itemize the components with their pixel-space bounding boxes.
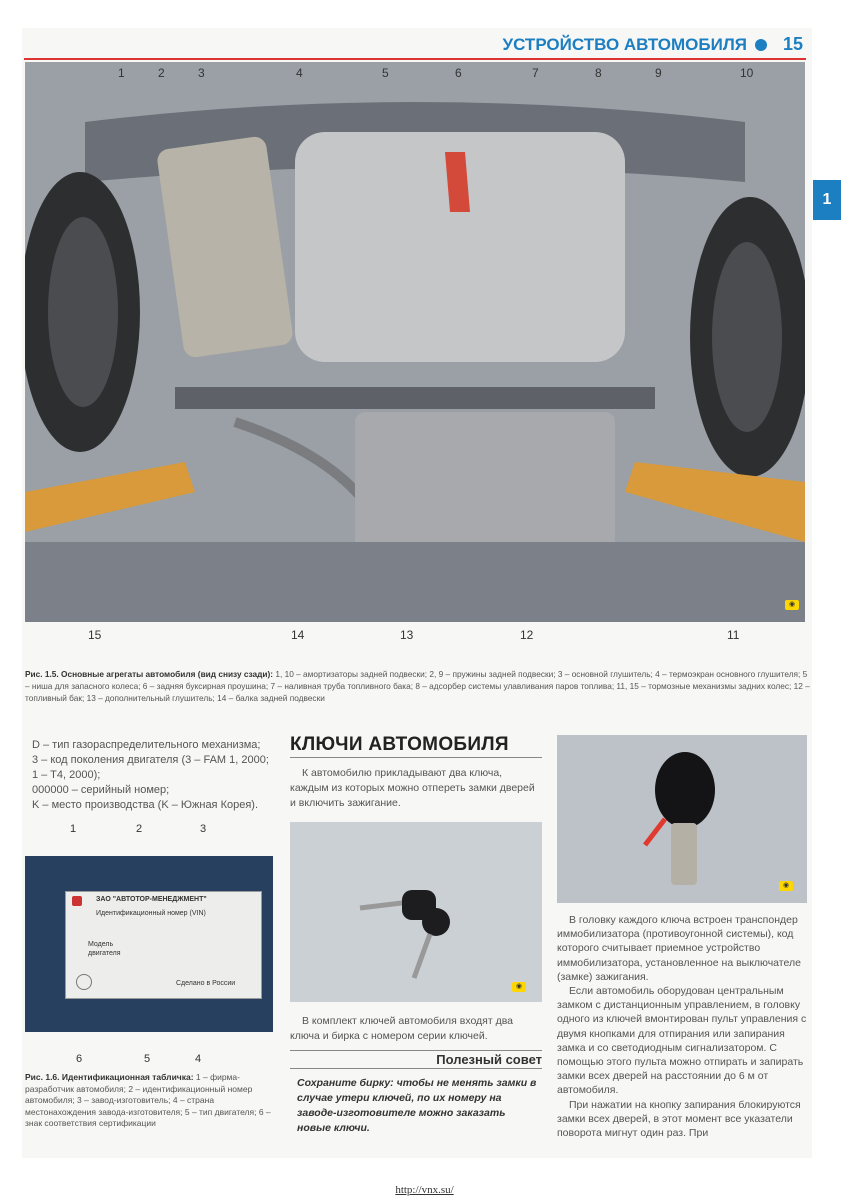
plate-callout-1: 1 <box>70 823 77 835</box>
car-keys-illustration <box>290 822 542 1002</box>
keys-heading: КЛЮЧИ АВТОМОБИЛЯ <box>290 734 509 755</box>
header-rule <box>24 58 806 60</box>
figure-1-5-caption <box>25 668 810 704</box>
callout-11: 11 <box>727 628 740 642</box>
running-header <box>503 34 804 55</box>
footer-link[interactable]: http://vnx.su/ <box>395 1184 454 1196</box>
heading-rule <box>290 757 542 758</box>
bullet-icon <box>755 39 767 51</box>
plate-made-in: Сделано в России <box>176 980 236 987</box>
callout-7: 7 <box>532 66 539 80</box>
engine-code-line: K – место производства (K – Южная Корея). <box>32 799 259 811</box>
certification-mark-icon <box>76 974 92 990</box>
plate-model-label: Модель двигателя <box>88 941 121 957</box>
chapter-tab[interactable]: 1 <box>813 180 841 220</box>
callout-12: 12 <box>520 628 534 642</box>
section-title: УСТРОЙСТВО АВТОМОБИЛЯ <box>502 34 747 54</box>
id-plate-photo <box>25 856 273 1032</box>
figure-1-6-caption <box>25 1072 275 1130</box>
engine-code-line: D – тип газораспределительного механизма; <box>32 739 261 751</box>
callout-14: 14 <box>291 628 305 642</box>
callout-2: 2 <box>158 66 165 80</box>
plate-vin-label: Идентификационный номер (VIN) <box>96 910 206 917</box>
keys-photo <box>290 822 542 1002</box>
key-fob-illustration <box>557 735 807 903</box>
logo-icon <box>72 896 82 906</box>
caption-label: Рис. 1.6. Идентификационная табличка: <box>25 1072 194 1082</box>
key-fob-photo <box>557 735 807 903</box>
plate-callout-2: 2 <box>136 823 143 835</box>
caption-text: 1 – фирма-разработчик автомобиля; 2 – идентификационный номер автомобиля; 3 – завод-изготовитель; 4 – страна местонахождения завода-изготовителя; 5 – тип двигателя; 6 – знак соответствия сертификации <box>25 1072 271 1128</box>
id-plate <box>65 891 262 999</box>
paragraph: В головку каждого ключа встроен транспондер иммобилизатора (противоугонной системы), код которого считывает приемное устройство иммобилизатора, установленное на выключателе (замке) зажигания. <box>557 914 801 983</box>
keys-set-text: В комплект ключей автомобиля входят два ключа и бирка с номером серии ключей. <box>290 1015 514 1042</box>
callout-10: 10 <box>740 66 754 80</box>
callout-6: 6 <box>455 66 462 80</box>
tip-text: Сохраните бирку: чтобы не менять замки в случае утери ключей, по их номеру на заводе-изготовителе можно заказать новые ключи. <box>297 1077 537 1134</box>
caption-label: Рис. 1.5. Основные агрегаты автомобиля (вид снизу сзади): <box>25 669 274 679</box>
paragraph: При нажатии на кнопку запирания блокируются замки всех дверей, в этот момент все указатели поворота мигнут один раз. При <box>557 1098 801 1140</box>
transponder-text <box>557 913 809 1140</box>
callout-8: 8 <box>595 66 602 80</box>
plate-callout-4: 4 <box>195 1053 202 1065</box>
plate-callout-5: 5 <box>144 1053 151 1065</box>
caption-text: 1, 10 – амортизаторы задней подвески; 2, 9 – пружины задней подвески; 3 – основной глушитель; 4 – термоэкран основного глушителя; 5 – ниша для запасного колеса; 6 – задняя буксирная проушина; 7 – наливная труба топливного бака; 8 – адсорбер системы улавливания паров топлива; 11, 15 – тормозные механизмы задних колес; 12 – топливный бак; 13 – дополнительный глушитель; 14 – балка задней подвески <box>25 669 810 703</box>
callout-3: 3 <box>198 66 205 80</box>
camera-icon: ◉ <box>779 881 793 891</box>
paragraph: Если автомобиль оборудован центральным замком с дистанционным управлением, в головку одного из ключей вмонтирован пульт управления с двумя кнопками для отпирания или запирания замка и со светодиодным сигнализатором. С помощью этого пульта можно отпирать и запирать замки всех дверей на расстоянии до 6 м от автомобиля. <box>557 985 807 1097</box>
tip-title: Полезный совет <box>290 1050 542 1069</box>
callout-4: 4 <box>296 66 303 80</box>
callout-9: 9 <box>655 66 662 80</box>
camera-icon: ◉ <box>785 600 799 610</box>
plate-callout-6: 6 <box>76 1053 83 1065</box>
callout-13: 13 <box>400 628 414 642</box>
engine-code-line: 3 – код поколения двигателя (3 – FAM 1, 2000; 1 – T4, 2000); <box>32 754 269 781</box>
engine-code-text <box>32 738 277 813</box>
plate-title: ЗАО "АВТОТОР-МЕНЕДЖМЕНТ" <box>96 896 207 903</box>
underbody-illustration <box>25 62 805 622</box>
keys-intro: К автомобилю прикладывают два ключа, каждым из которых можно отпереть замки дверей и включить зажигание. <box>290 767 535 809</box>
camera-icon: ◉ <box>512 982 526 992</box>
underbody-photo <box>25 62 805 622</box>
callout-15: 15 <box>88 628 102 642</box>
engine-code-line: 000000 – серийный номер; <box>32 784 170 796</box>
callout-5: 5 <box>382 66 389 80</box>
plate-callout-3: 3 <box>200 823 207 835</box>
callout-1: 1 <box>118 66 125 80</box>
page-number: 15 <box>782 34 803 54</box>
